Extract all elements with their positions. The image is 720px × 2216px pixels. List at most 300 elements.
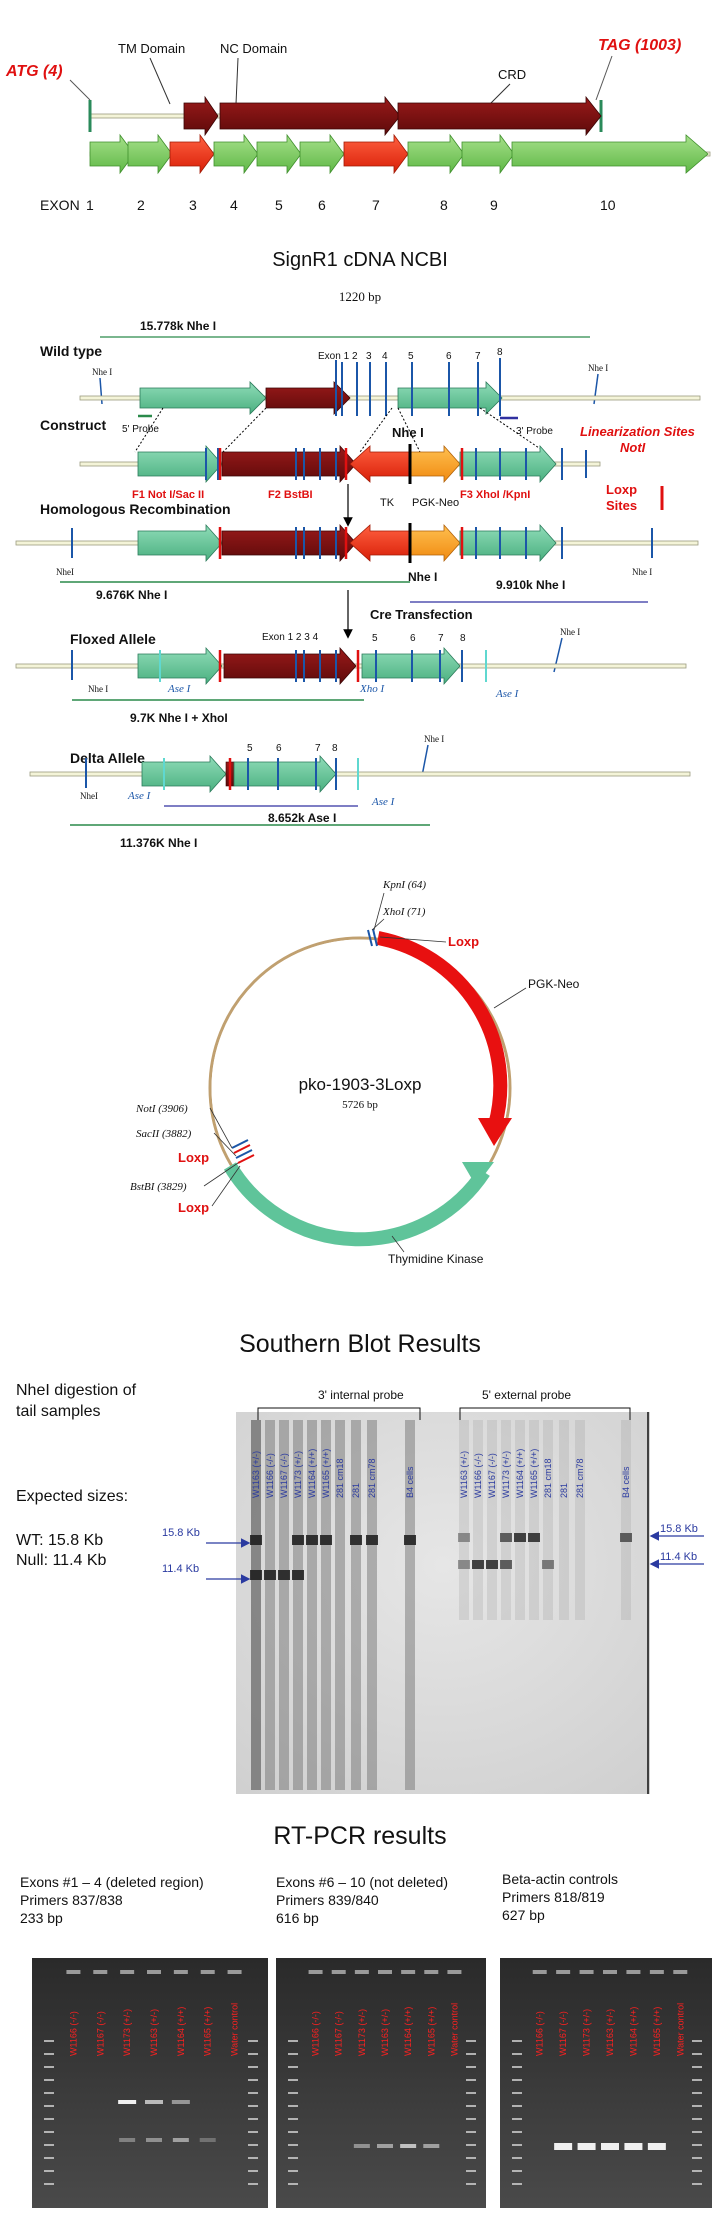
exon-3-arrow: [170, 135, 214, 173]
ladder-band: [248, 2040, 258, 2042]
ladder-band: [692, 2079, 702, 2081]
ladder-band: [466, 2079, 476, 2081]
ladder-band: [512, 2183, 522, 2185]
lane-label: B4 cells: [405, 1466, 415, 1498]
dl-ase-size: 8.652k Ase I: [268, 811, 337, 825]
lane-label: W1166 (-/-): [473, 1453, 483, 1498]
exon-number: 4: [230, 197, 238, 213]
ladder-band: [248, 2183, 258, 2185]
lane-label: 281: [351, 1482, 361, 1498]
gel-well: [355, 1970, 369, 1974]
ladder-band: [512, 2053, 522, 2055]
band-wt: [458, 1533, 470, 1542]
fl-exon-number: 8: [460, 633, 466, 644]
wt-size: WT: 15.8 Kb: [16, 1532, 104, 1549]
wt-exon1-label: Exon 1: [318, 351, 350, 362]
band-null: [500, 1560, 512, 1569]
gel-well: [626, 1970, 640, 1974]
ladder-band: [466, 2118, 476, 2120]
pgk-neo-arc: [378, 938, 500, 1125]
pcr-band-weak: [423, 2144, 439, 2148]
exon-7-arrow: [344, 135, 408, 173]
atg-pointer: [70, 80, 90, 100]
ladder-band: [692, 2118, 702, 2120]
tm-domain-arrow: [184, 97, 218, 135]
plasmid-name: pko-1903-3Loxp: [298, 1075, 422, 1094]
ladder-band: [44, 2118, 54, 2120]
nc-pointer: [236, 58, 238, 104]
lane-label: W1164 (+/+): [307, 1448, 317, 1498]
null-size: Null: 11.4 Kb: [16, 1552, 107, 1569]
band-null: [250, 1570, 262, 1580]
gel-lane-label: W1164 (+/+): [403, 2006, 414, 2056]
gel-lane-label: W1163 (+/-): [380, 2008, 390, 2056]
gel-well: [228, 1970, 242, 1974]
ladder-band: [288, 2092, 298, 2094]
dl-ase-left: Ase I: [128, 790, 151, 802]
dl-exon-number: 6: [276, 743, 282, 754]
tm-domain-label: TM Domain: [118, 41, 186, 56]
band-wt: [292, 1535, 304, 1545]
ladder-band: [288, 2079, 298, 2081]
noti-label: NotI: [620, 440, 646, 455]
exon-number: 3: [189, 197, 197, 213]
gel-well: [603, 1970, 617, 1974]
plasmid-left-pointers: [204, 1108, 240, 1206]
fl-nhe-right: Nhe I: [560, 627, 581, 637]
band-wt: [514, 1533, 526, 1542]
construct-tk-arrow: [350, 446, 410, 482]
pcr-band-weak: [377, 2144, 393, 2148]
wt-exon-number: 4: [382, 351, 388, 362]
lane-label: 281 cm78: [367, 1458, 377, 1498]
external-probe-label: 5' external probe: [482, 1388, 572, 1402]
tm-pointer: [150, 58, 170, 104]
exon-row-label: EXON: [40, 197, 80, 213]
marker-high-right: 15.8 Kb: [660, 1523, 698, 1535]
dl-exon-numbers: [247, 743, 338, 754]
external-lane: [487, 1420, 497, 1620]
external-lane: [473, 1420, 483, 1620]
rt-pcr-section: [20, 1822, 712, 2208]
dl-teal-right: [234, 756, 336, 792]
ladder-band: [44, 2053, 54, 2055]
fl-exon-numbers: [372, 633, 466, 644]
band-null: [264, 1570, 276, 1580]
dl-nhe-left: NheI: [80, 791, 98, 801]
ladder-band: [512, 2066, 522, 2068]
gel-lane-label: W1173 (+/-): [356, 2008, 367, 2056]
band-wt: [320, 1535, 332, 1545]
panel-line: Beta-actin controls: [502, 1871, 618, 1887]
panel-line: Primers 818/819: [502, 1889, 605, 1905]
ladder-band: [466, 2157, 476, 2159]
ladder-band: [288, 2131, 298, 2133]
ladder-band: [466, 2040, 476, 2042]
internal-lane: [351, 1420, 361, 1790]
wt-exon-number: 5: [408, 351, 414, 362]
exon-number: 9: [490, 197, 498, 213]
ladder-band: [248, 2079, 258, 2081]
fl-teal-left: [138, 648, 222, 684]
gel-well: [120, 1970, 134, 1974]
band-null: [486, 1560, 498, 1569]
gel-lane-label: W1166 (-/-): [68, 2011, 79, 2056]
marker-low-right: 11.4 Kb: [660, 1551, 698, 1563]
gel-well: [424, 1970, 438, 1974]
f1-label: F1 Not I/Sac II: [132, 489, 205, 501]
delta-label: Delta Allele: [70, 750, 145, 766]
exon-5-arrow: [257, 135, 301, 173]
pgk-neo-pointer: [494, 988, 526, 1008]
external-lane: [621, 1420, 631, 1620]
gel-well: [650, 1970, 664, 1974]
ladder-band: [512, 2144, 522, 2146]
ladder-band: [44, 2131, 54, 2133]
band-null: [292, 1570, 304, 1580]
gel-well: [378, 1970, 392, 1974]
lane-label: W1173 (+/-): [501, 1450, 511, 1498]
tag-label: TAG (1003): [598, 37, 682, 54]
pcr-band: [624, 2143, 642, 2150]
gel-lane-label: W1166 (-/-): [534, 2011, 545, 2056]
gel-lane-label: W1167 (-/-): [558, 2011, 569, 2056]
ladder-band: [512, 2157, 522, 2159]
ladder-band: [248, 2053, 258, 2055]
ladder-band: [466, 2053, 476, 2055]
bstbi-plasmid-label: BstBI (3829): [130, 1181, 187, 1193]
band-null: [278, 1570, 290, 1580]
fl-exon-number: 7: [438, 633, 444, 644]
cdna-length: 1220 bp: [338, 289, 382, 304]
sacii-plasmid-label: SacII (3882): [136, 1128, 192, 1140]
tk-arrowhead: [462, 1162, 494, 1186]
internal-probe-label: 3' internal probe: [318, 1388, 404, 1402]
ladder-band: [248, 2157, 258, 2159]
lane-label: W1166 (-/-): [265, 1453, 275, 1498]
exon-8-arrow: [408, 135, 464, 173]
kpni-label: KpnI (64): [383, 879, 427, 891]
probe-3-label: 3' Probe: [516, 426, 553, 437]
gel-lane-label: W1173 (+/-): [122, 2008, 133, 2056]
ladder-band: [44, 2170, 54, 2172]
gel-well: [332, 1970, 346, 1974]
panel-line: 627 bp: [502, 1907, 545, 1923]
ladder-band: [248, 2118, 258, 2120]
xhoi-pointer: [372, 919, 384, 930]
hr-nhe-right: Nhe I: [632, 567, 653, 577]
rtpcr-panel-text-2: [276, 1874, 448, 1926]
exon-number: 8: [440, 197, 448, 213]
linearization-label: Linearization Sites: [580, 424, 695, 439]
ladder-band: [44, 2144, 54, 2146]
ladder-band: [44, 2183, 54, 2185]
ladder-band: [512, 2131, 522, 2133]
fl-exon-number: 5: [372, 633, 378, 644]
construct-nhe-i: Nhe I: [392, 425, 424, 440]
dl-exon-number: 7: [315, 743, 321, 754]
lane-label: W1173 (+/-): [293, 1450, 303, 1498]
exon-6-arrow: [300, 135, 344, 173]
gel-image: [276, 1958, 486, 2208]
lane-label: 281 cm78: [575, 1458, 585, 1498]
f3-label: F3 XhoI /KpnI: [460, 489, 531, 501]
ladder-band: [692, 2170, 702, 2172]
gel-well: [309, 1970, 323, 1974]
exon-number: 7: [372, 197, 380, 213]
ladder-band: [288, 2183, 298, 2185]
wt-maroon-arrow: [266, 382, 350, 414]
lane-label: W1165 (+/+): [321, 1448, 331, 1498]
dl-exon-number: 8: [332, 743, 338, 754]
crd-pointer: [490, 84, 510, 104]
ladder-band: [512, 2105, 522, 2107]
marker-low-left: 11.4 Kb: [162, 1563, 200, 1575]
ladder-band: [466, 2131, 476, 2133]
wt-nhe-left: Nhe I: [92, 367, 113, 377]
ladder-band: [248, 2066, 258, 2068]
rt-pcr-gels: [32, 1958, 712, 2208]
exon-9-arrow: [462, 135, 514, 173]
ladder-band: [44, 2040, 54, 2042]
lane-label: W1165 (+/+): [529, 1448, 539, 1498]
ladder-band: [466, 2105, 476, 2107]
ladder-band: [692, 2053, 702, 2055]
f2-label: F2 BstBI: [268, 489, 313, 501]
hr-neo: [410, 525, 460, 561]
lane-label: W1167 (-/-): [279, 1453, 289, 1498]
hr-nhe-mid: Nhe I: [408, 570, 438, 584]
gel-well: [447, 1970, 461, 1974]
exon-number: 1: [86, 197, 94, 213]
gel-well: [533, 1970, 547, 1974]
external-lane: [501, 1420, 511, 1620]
gel-lane-label: Water control: [449, 2002, 460, 2056]
ladder-band: [248, 2131, 258, 2133]
wild-type-label: Wild type: [40, 343, 103, 359]
homologous-label: Homologous Recombination: [40, 501, 231, 517]
band-wt: [500, 1533, 512, 1542]
panel-line: 233 bp: [20, 1910, 63, 1926]
ladder-band: [288, 2053, 298, 2055]
exon-number-row: [40, 197, 616, 213]
wt-exon-number: 6: [446, 351, 452, 362]
ladder-band: [44, 2079, 54, 2081]
external-lane: [459, 1420, 469, 1620]
gel-lane-label: W1163 (+/-): [605, 2008, 615, 2056]
pgk-neo-arrowhead: [478, 1118, 512, 1146]
ladder-band: [44, 2066, 54, 2068]
pcr-band-weak: [400, 2144, 416, 2148]
cdna-map: [5, 37, 710, 304]
targeting-construct-diagram: [16, 319, 700, 850]
pcr-band: [172, 2100, 190, 2104]
pcr-band: [578, 2143, 596, 2150]
band-wt: [528, 1533, 540, 1542]
gel-lane-label: W1165 (+/+): [651, 2006, 662, 2056]
band-null: [542, 1560, 554, 1569]
gel-well: [673, 1970, 687, 1974]
hr-right-size: 9.910k Nhe I: [496, 578, 566, 592]
band-null: [472, 1560, 484, 1569]
hr-teal-left: [138, 525, 222, 561]
pcr-band-weak: [119, 2138, 135, 2142]
hr-nhe-left: NheI: [56, 567, 74, 577]
dl-backbone: [30, 772, 690, 776]
probe-5-label: 5' Probe: [122, 424, 159, 435]
hr-tk: [350, 525, 410, 561]
ladder-band: [44, 2092, 54, 2094]
pcr-band-weak: [354, 2144, 370, 2148]
band-wt: [404, 1535, 416, 1545]
lane-label: 281 cm18: [335, 1458, 345, 1498]
floxed-label: Floxed Allele: [70, 631, 156, 647]
gel-lane-label: Water control: [229, 2002, 240, 2056]
expected-label: Expected sizes:: [16, 1488, 129, 1505]
gel-well: [174, 1970, 188, 1974]
pcr-band: [601, 2143, 619, 2150]
ladder-band: [692, 2092, 702, 2094]
plasmid-map: [130, 879, 580, 1266]
external-lane: [559, 1420, 569, 1620]
gel-lane-label: W1167 (-/-): [333, 2011, 344, 2056]
panel-line: Primers 837/838: [20, 1892, 123, 1908]
gel-lane-label: W1164 (+/+): [628, 2006, 639, 2056]
ladder-band: [248, 2092, 258, 2094]
fl-size-label: 9.7K Nhe I + XhoI: [130, 711, 228, 725]
exon-4-arrow: [214, 135, 258, 173]
plasmid-size: 5726 bp: [342, 1099, 378, 1111]
noti-plasmid-label: NotI (3906): [136, 1103, 188, 1115]
tk-label: TK: [380, 497, 395, 509]
wt-exon-numbers: [352, 347, 503, 362]
dl-nhe-right-tick: [422, 745, 428, 776]
gel-well: [66, 1970, 80, 1974]
wt-teal-arrow-left: [140, 382, 266, 414]
dl-ase-right: Ase I: [372, 796, 395, 808]
ladder-band: [248, 2105, 258, 2107]
ladder-band: [512, 2079, 522, 2081]
gel-panel: [276, 1958, 486, 2208]
ladder-band: [692, 2157, 702, 2159]
ladder-band: [288, 2157, 298, 2159]
hr-left-size: 9.676K Nhe I: [96, 588, 168, 602]
pcr-band: [118, 2100, 136, 2104]
digest-line1: NheI digestion of: [16, 1382, 137, 1399]
lane-label: W1163 (+/-): [459, 1450, 469, 1498]
ladder-band: [288, 2040, 298, 2042]
gel-well: [147, 1970, 161, 1974]
pcr-band: [648, 2143, 666, 2150]
band-wt: [350, 1535, 362, 1545]
fl-exons-label: Exon 1 2 3 4: [262, 632, 319, 643]
gel-lane-label: W1163 (+/-): [149, 2008, 159, 2056]
gel-image: [500, 1958, 712, 2208]
construct-neo-arrow: [410, 446, 460, 482]
gel-lane-label: W1165 (+/+): [202, 2006, 213, 2056]
band-wt: [366, 1535, 378, 1545]
digest-line2: tail samples: [16, 1403, 101, 1420]
panel-line: Primers 839/840: [276, 1892, 379, 1908]
construct-f1-arrow: [138, 446, 222, 482]
gel-well: [201, 1970, 215, 1974]
ladder-band: [44, 2157, 54, 2159]
lane-label: W1163 (+/-): [251, 1450, 261, 1498]
lane-label: 281: [559, 1482, 569, 1498]
panel-line: 616 bp: [276, 1910, 319, 1926]
wt-exon-number: 8: [497, 347, 503, 358]
lane-label: W1164 (+/+): [515, 1448, 525, 1498]
southern-title: Southern Blot Results: [239, 1330, 481, 1358]
southern-blot-section: [16, 1330, 704, 1794]
hr-teal-right: [460, 525, 556, 561]
ladder-band: [466, 2144, 476, 2146]
crd-label: CRD: [498, 67, 527, 82]
loxp-left-label: Loxp: [178, 1150, 210, 1165]
wt-exon-number: 2: [352, 351, 358, 362]
lane-label: B4 cells: [621, 1466, 631, 1498]
atg-label: ATG (4): [6, 63, 63, 80]
loxp-top-label: Loxp: [448, 934, 480, 949]
lane-label: 281 cm18: [543, 1458, 553, 1498]
tag-pointer: [596, 56, 612, 100]
fl-xho-label: Xho I: [360, 683, 385, 695]
rtpcr-panel-text-3: [502, 1871, 618, 1923]
lane-label: W1167 (-/-): [487, 1453, 497, 1498]
construct-label: Construct: [40, 417, 107, 433]
wt-nhe-size-label: 15.778k Nhe I: [140, 319, 217, 333]
band-wt: [620, 1533, 632, 1542]
cre-label: Cre Transfection: [370, 607, 473, 622]
ladder-band: [692, 2066, 702, 2068]
dl-exon-number: 5: [247, 743, 253, 754]
band-wt: [306, 1535, 318, 1545]
crd-domain-arrow: [398, 97, 601, 135]
gel-well: [93, 1970, 107, 1974]
ladder-band: [248, 2144, 258, 2146]
gel-well: [401, 1970, 415, 1974]
exon-2-arrow: [128, 135, 172, 173]
ladder-band: [692, 2131, 702, 2133]
nc-domain-label: NC Domain: [220, 41, 288, 56]
panel-line: Exons #6 – 10 (not deleted): [276, 1874, 449, 1890]
loxp-bottom-label: Loxp: [178, 1200, 210, 1215]
band-null: [458, 1560, 470, 1569]
exon-number: 10: [600, 197, 616, 213]
pgk-neo-label: PGK-Neo: [412, 497, 460, 509]
wt-exon-number: 7: [475, 351, 481, 362]
loxp-sites-label: Loxp Sites: [606, 482, 638, 513]
xhoi-label: XhoI (71): [383, 906, 426, 918]
ladder-band: [512, 2118, 522, 2120]
gel-panel: [32, 1958, 268, 2208]
tk-arc: [230, 1166, 484, 1239]
external-lane: [575, 1420, 585, 1620]
wt-exon-number: 3: [366, 351, 372, 362]
ladder-band: [288, 2105, 298, 2107]
fl-ase-left: Ase I: [168, 683, 191, 695]
gel-lane-label: W1164 (+/+): [175, 2006, 186, 2056]
nc-domain-arrow: [220, 97, 400, 135]
ladder-band: [466, 2066, 476, 2068]
gel-image: [32, 1958, 268, 2208]
tk-plasmid-label: Thymidine Kinase: [388, 1252, 484, 1266]
exon-10-arrow: [512, 135, 708, 173]
pcr-band: [145, 2100, 163, 2104]
ladder-band: [288, 2170, 298, 2172]
pcr-band-weak: [173, 2138, 189, 2142]
gel-well: [580, 1970, 594, 1974]
